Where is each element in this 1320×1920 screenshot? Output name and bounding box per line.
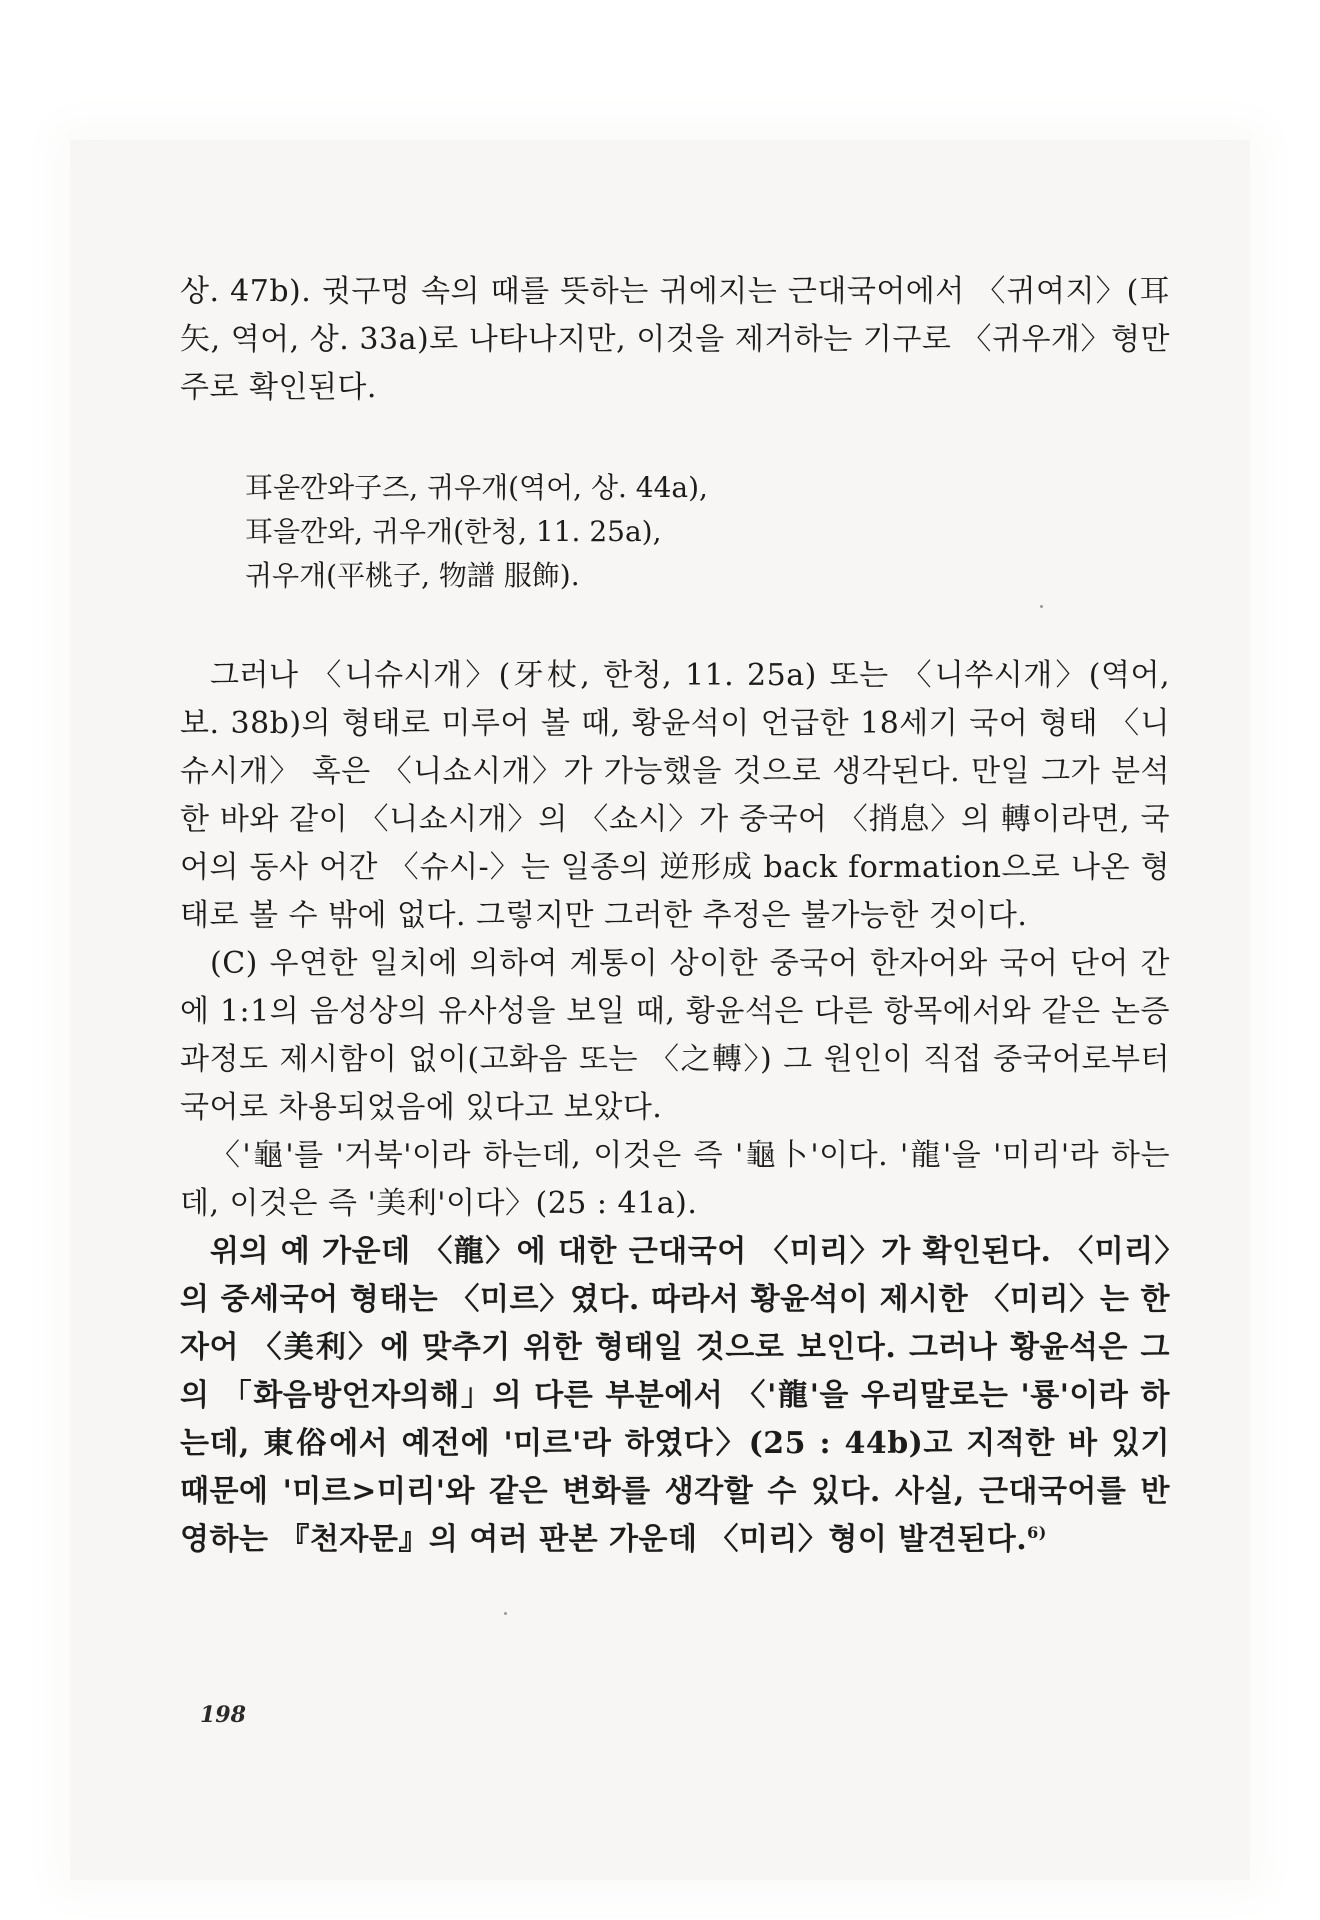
paragraph-body: 위의 예 가운데 〈龍〉에 대한 근대국어 〈미리〉가 확인된다. 〈미리〉의 중세국어 형태는 〈미르〉였다. 따라서 황윤석이 제시한 〈미리〉는 한자어 〈美利〉에 맞추기 위한 형태일 것으로 보인다. 그러나 황윤석은 그의 「화음방언자의해」의 다른 부분에서 〈'龍'을 우리말로는 '룡'이라 하는데, 東俗에서 예전에 '미르'라 하였다〉(25 : 44b)고 지적한 바 있기 때문에 '미르>미리'와 같은 변화를 생각할 수 있다. 사실, 근대국어를 반영하는 『천자문』의 여러 판본 가운데 〈미리〉형이 발견된다. (180, 1234, 1170, 1557)
quote-line-3: 귀우개(平桃子, 物譜 服飾). (245, 559, 580, 592)
quoted-examples (245, 466, 1145, 598)
paragraph-text (180, 1228, 1170, 1564)
paragraph-text: 상. 47b). 귓구멍 속의 때를 뜻하는 귀에지는 근대국어에서 〈귀여지〉(耳矢, 역어, 상. 33a)로 나타나지만, 이것을 제거하는 기구로 〈귀우개〉형만 주로 확인된다. (180, 274, 1170, 405)
scan-speck (504, 1612, 507, 1615)
body-paragraph-1 (180, 268, 1170, 412)
body-paragraph-2 (180, 652, 1170, 1564)
footnote-marker: 6) (1027, 1523, 1047, 1542)
quote-line-2: 耳을깐와, 귀우개(한청, 11. 25a), (245, 515, 662, 548)
paragraph-text: (C) 우연한 일치에 의하여 계통이 상이한 중국어 한자어와 국어 단어 간에 1:1의 음성상의 유사성을 보일 때, 황윤석은 다른 항목에서와 같은 논증 과정도 제시함이 없이(고화음 또는 〈之轉〉) 그 원인이 직접 중국어로부터 국어로 차용되었음에 있다고 보았다. (180, 946, 1170, 1125)
paragraph-text: 그러나 〈니슈시개〉(牙杖, 한청, 11. 25a) 또는 〈니쑤시개〉(역어, 보. 38b)의 형태로 미루어 볼 때, 황윤석이 언급한 18세기 국어 형태 〈니슈시개〉 혹은 〈니쇼시개〉가 가능했을 것으로 생각된다. 만일 그가 분석한 바와 같이 〈니쇼시개〉의 〈쇼시〉가 중국어 〈捎息〉의 轉이라면, 국어의 동사 어간 〈슈시-〉는 일종의 逆形成 back formation으로 나온 형태로 볼 수 밖에 없다. 그렇지만 그러한 추정은 불가능한 것이다. (180, 658, 1170, 933)
paragraph-text: 〈'龜'를 '거북'이라 하는데, 이것은 즉 '龜卜'이다. '龍'을 '미리'라 하는데, 이것은 즉 '美利'이다〉(25 : 41a). (180, 1138, 1170, 1221)
scan-speck (1040, 605, 1043, 608)
page-number: 198 (200, 1702, 246, 1728)
quote-line-1: 耳욷깐와子즈, 귀우개(역어, 상. 44a), (245, 471, 708, 504)
